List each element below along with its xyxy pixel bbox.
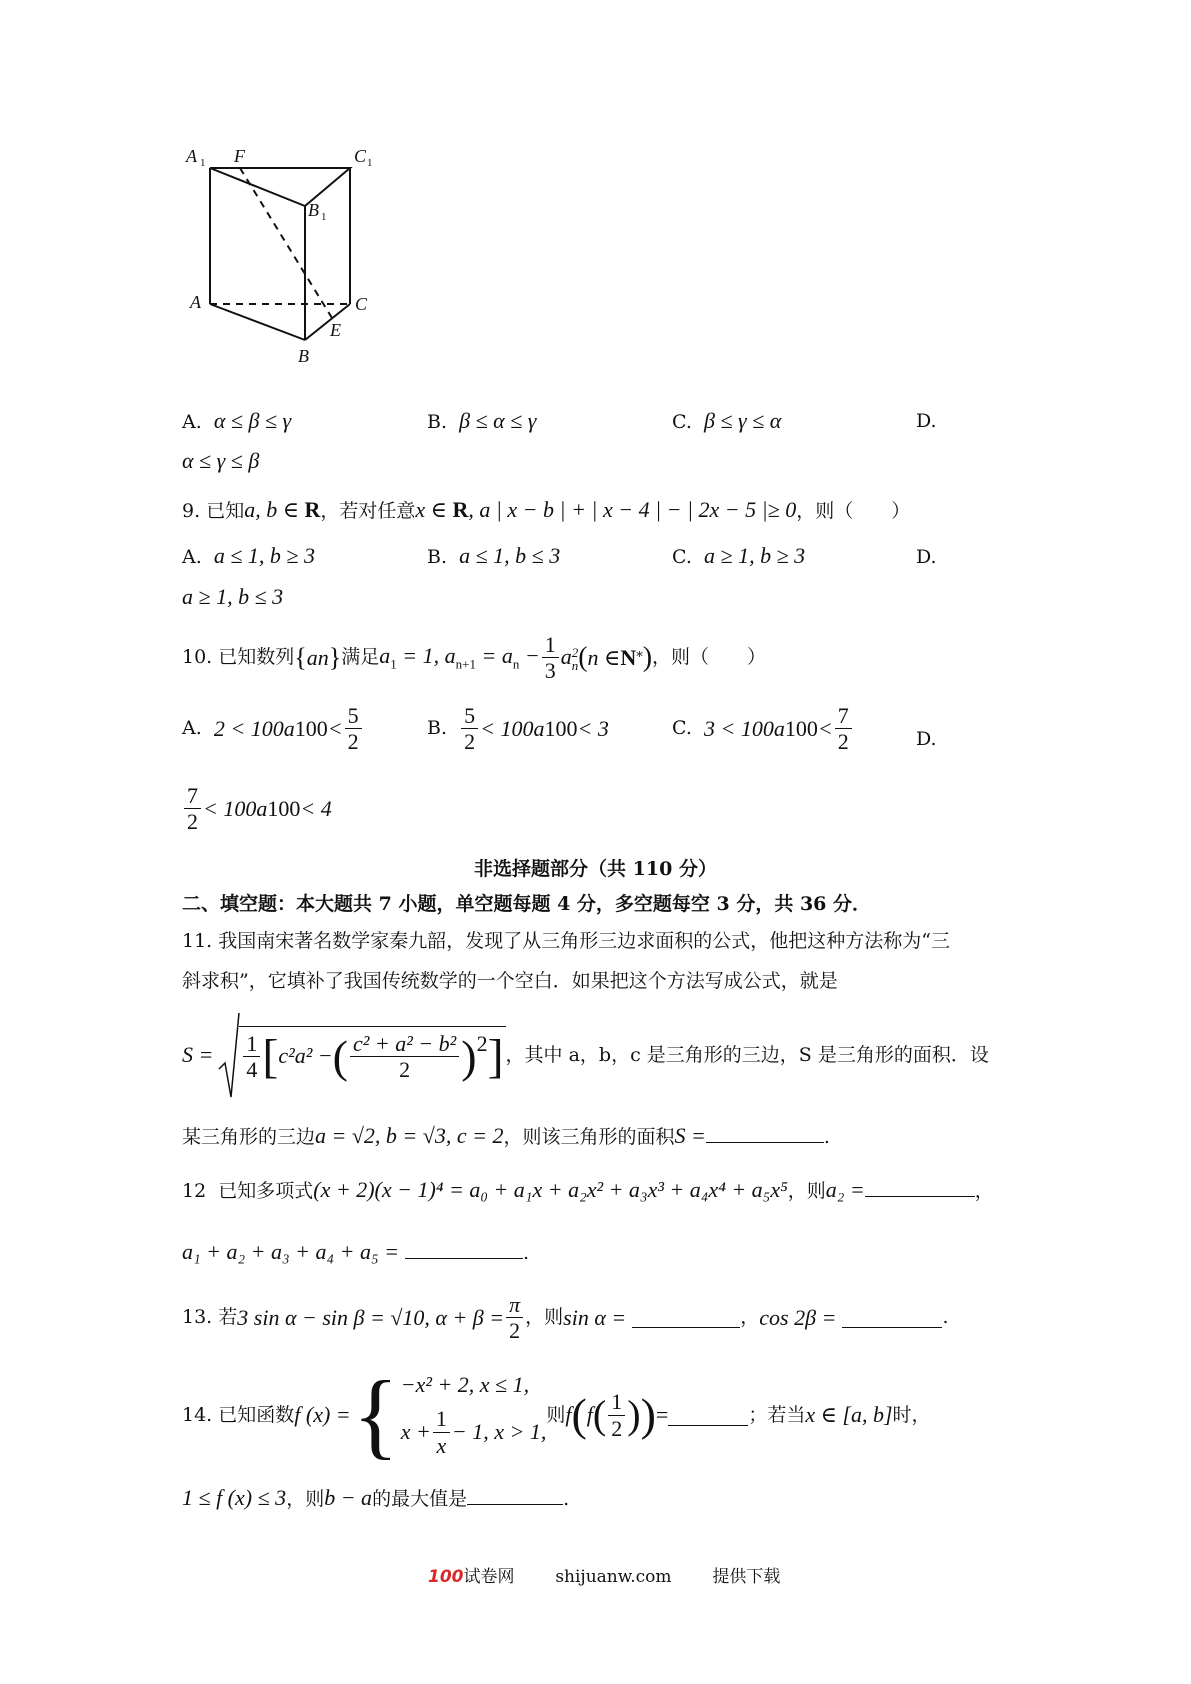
q10-option-d-label: D. xyxy=(916,728,937,750)
label-a1: A xyxy=(186,150,197,166)
q12-line2: a₁ + a₂ + a₃ + a₄ + a₅ = . xyxy=(182,1239,530,1264)
q9-option-a: A. a ≤ 1, b ≥ 3 xyxy=(182,543,316,568)
site-link[interactable]: shijuanw.com xyxy=(555,1567,672,1587)
footer: 100试卷网 shijuanw.com 提供下载 xyxy=(428,1567,781,1587)
q12-line1: 12 已知多项式(x + 2)(x − 1)⁴ = a₀ + a₁x + a₂x² + a₃x³ + a₄x⁴ + a₅x⁵，则a₂ = ， xyxy=(182,1177,994,1202)
q14-answer-blank-1[interactable] xyxy=(668,1405,748,1426)
label-e: E xyxy=(330,320,341,340)
svg-text:1: 1 xyxy=(321,211,327,223)
q8-option-a: A. α ≤ β ≤ γ xyxy=(182,408,292,433)
label-a: A xyxy=(190,292,201,312)
q13-answer-blank-2[interactable] xyxy=(842,1307,942,1328)
q8-option-d-label: D. xyxy=(916,410,937,432)
q10-option-d: $\frac{7}{2}$ < 100a 100 < 4 xyxy=(182,783,332,835)
q9-question: 9. 已知a, b ∈ R，若对任意x ∈ R, a | x − b | + | x − 4 | − | 2x − 5 |≥ 0，则（ ） xyxy=(182,497,911,522)
section-title: 非选择题部分（共 110 分） xyxy=(474,858,717,880)
label-b1: B xyxy=(308,200,319,220)
part2-heading: 二、填空题：本大题共 7 小题，单空题每题 4 分，多空题每空 3 分，共 36 分． xyxy=(182,893,872,915)
site-logo: 100 xyxy=(428,1567,464,1587)
q8-option-d: α ≤ γ ≤ β xyxy=(182,448,260,473)
q13-line: 13. 若 3 sin α − sin β = √10, α + β = $\frac{\pi}{2}$ ，则 sin α = ， cos 2β = . xyxy=(182,1292,949,1344)
q9-option-d-label: D. xyxy=(916,546,937,568)
prism-figure xyxy=(180,150,420,390)
q12-answer-blank-1[interactable] xyxy=(865,1176,975,1197)
q11-line4: 某三角形的三边a = √2, b = √3, c = 2，则该三角形的面积S = . xyxy=(182,1123,830,1148)
q10-question: 10. 已知数列 { a n } 满足 $a_1 = 1$, $a_{n+1} = a_n$ − $\frac{1}{3}$ a 2 n ( n ∈ N * ) ，则（ ） xyxy=(182,632,767,684)
q13-answer-blank-1[interactable] xyxy=(632,1307,740,1328)
label-b: B xyxy=(298,346,309,366)
q10-option-c: C. 3 < 100a 100 < $\frac{7}{2}$ xyxy=(672,703,854,755)
q9-option-c: C. a ≥ 1, b ≥ 3 xyxy=(672,543,806,568)
q11-line2: 斜求积”，它填补了我国传统数学的一个空白．如果把这个方法写成公式，就是 xyxy=(182,970,838,992)
q10-option-b: B. $\frac{5}{2}$ < 100a 100 < 3 xyxy=(427,703,609,755)
q11-line1: 11. 我国南宋著名数学家秦九韶，发现了从三角形三边求面积的公式，他把这种方法称为“三 xyxy=(182,930,950,952)
q10-option-a: A. 2 < 100a 100 < $\frac{5}{2}$ xyxy=(182,703,364,755)
q8-option-c: C. β ≤ γ ≤ α xyxy=(672,408,782,433)
q14-answer-blank-2[interactable] xyxy=(467,1484,563,1505)
svg-text:1: 1 xyxy=(367,157,373,169)
label-c: C xyxy=(355,294,368,314)
q11-formula: S = $\frac{1}{4}$ [ c²a² − ( $\frac{\text{c² + a² − b²}}{2}$ ) 2 ] ，其中 a，b，c 是三角形的三边，S 是三角形的面积．设 xyxy=(182,1010,989,1100)
label-f: F xyxy=(234,150,245,166)
q14-line1: 14. 已知函数 f (x) = { −x² + 2, x ≤ 1, x + $\frac{1}{x}$ − 1, x > 1, 则 f ( f ( $\frac{1}{2}$ ) ) = ；若当 x ∈ [a, b] 时， xyxy=(182,1361,931,1468)
svg-text:1: 1 xyxy=(200,157,206,169)
q14-line2: 1 ≤ f (x) ≤ 3，则b − a的最大值是 . xyxy=(182,1485,570,1510)
q9-option-b: B. a ≤ 1, b ≤ 3 xyxy=(427,543,561,568)
label-c1: C xyxy=(354,150,367,166)
q12-answer-blank-2[interactable] xyxy=(405,1238,523,1259)
q8-option-b: B. β ≤ α ≤ γ xyxy=(427,408,537,433)
q11-answer-blank[interactable] xyxy=(706,1122,824,1143)
q9-option-d: a ≥ 1, b ≤ 3 xyxy=(182,584,284,609)
